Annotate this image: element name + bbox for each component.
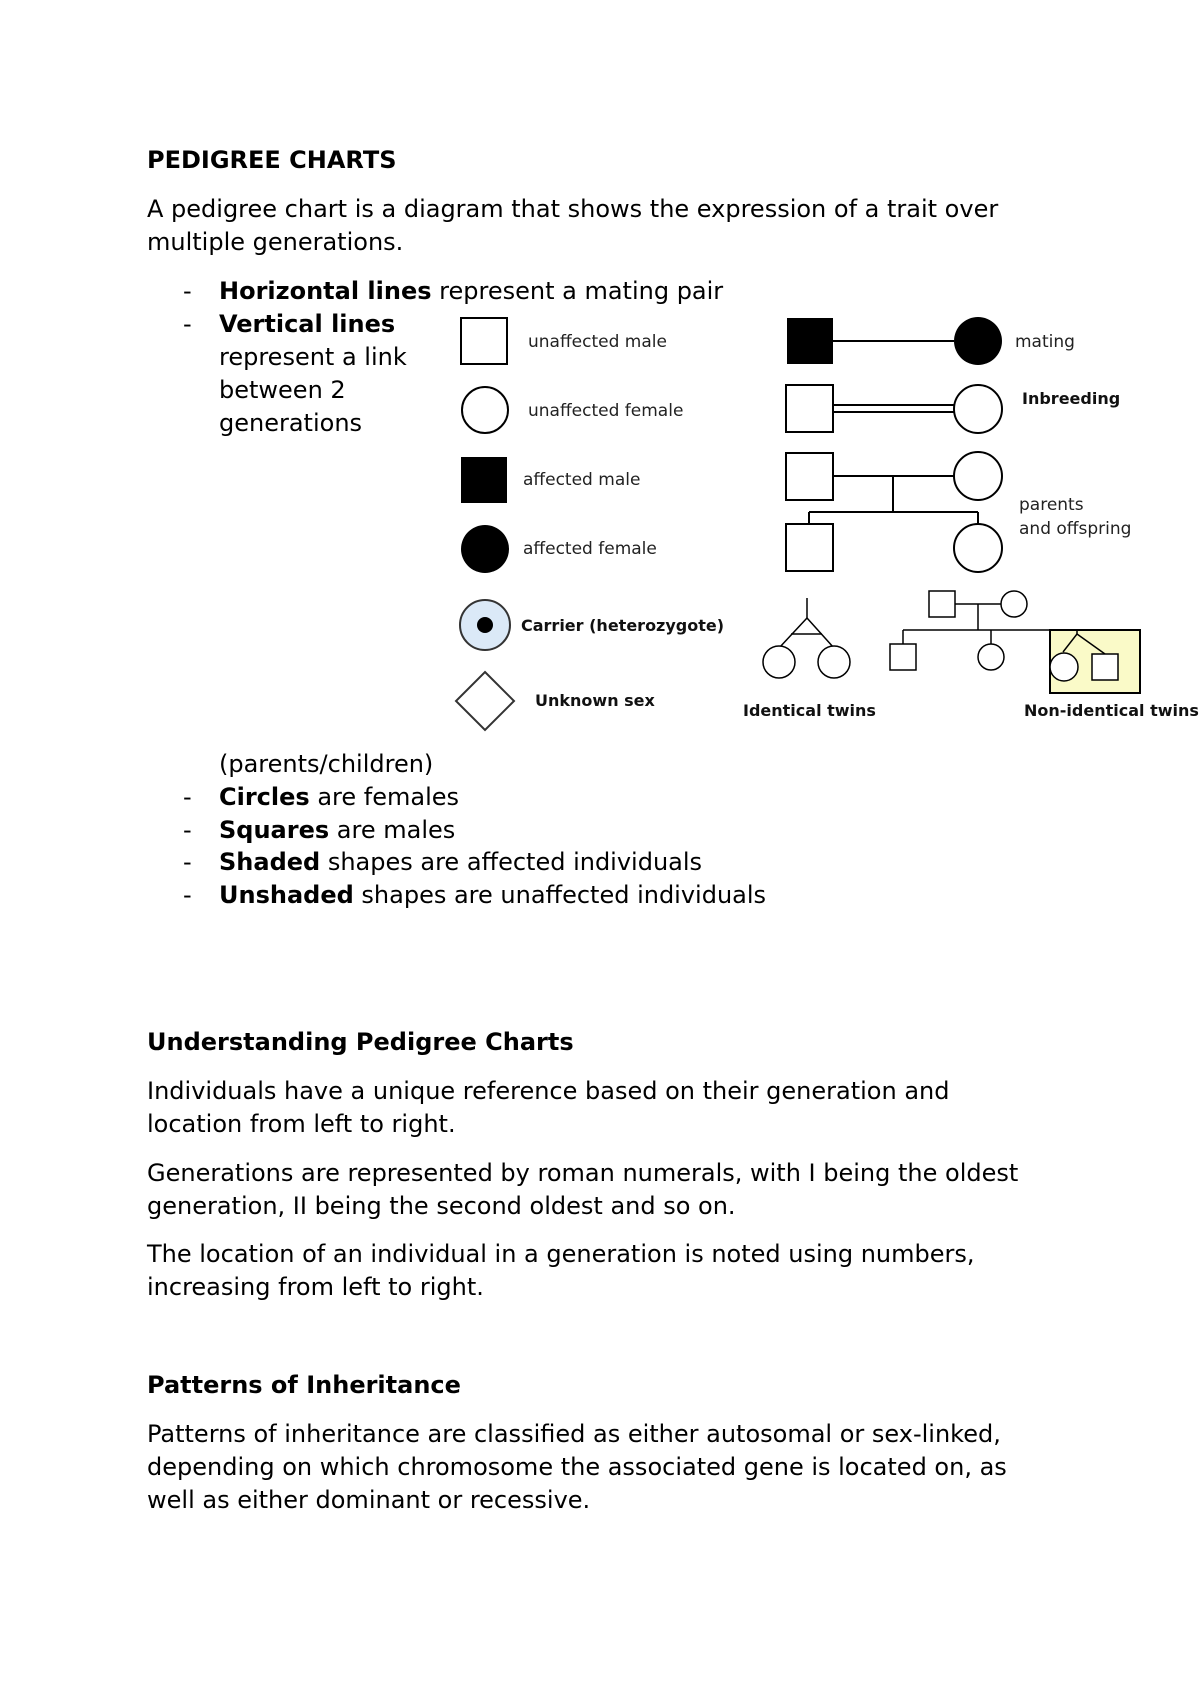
parent-female (954, 452, 1002, 500)
bullet-unshaded (219, 879, 919, 912)
label-and-offspring: and offspring (1019, 519, 1132, 539)
bullet-text: are females (309, 783, 460, 811)
non-identical-twin-male (1092, 654, 1118, 680)
pedigree-symbols-figure (440, 300, 1200, 740)
label-non-identical-twins: Non-identical twins (1024, 701, 1199, 720)
mating-female (954, 317, 1002, 365)
bullet-vertical-lines (219, 308, 419, 440)
page-title: PEDIGREE CHARTS (147, 146, 397, 174)
unaffected-female-symbol (462, 387, 508, 433)
bullet-text: represent a mating pair (431, 277, 724, 305)
bullet-dash: - (183, 783, 192, 811)
offspring-female (954, 524, 1002, 572)
nonid-child-female (978, 644, 1004, 670)
bullet-shaded (219, 846, 919, 879)
identical-twin-2 (818, 646, 850, 678)
bullet-circles (219, 781, 919, 814)
bullet-text: shapes are affected individuals (320, 848, 703, 876)
intro-paragraph: A pedigree chart is a diagram that shows the expression of a trait over multiple generations. (147, 195, 999, 256)
mating-male (787, 318, 833, 364)
bullet-dash: - (183, 310, 192, 338)
label-parents: parents (1019, 495, 1084, 515)
inbreeding-female (954, 385, 1002, 433)
understanding-paragraph-1: Individuals have a unique reference based on their generation and location from left to right. (147, 1077, 950, 1138)
legend-unaffected-female: unaffected female (528, 401, 684, 421)
twin-line-left (779, 618, 807, 648)
affected-male-symbol (461, 457, 507, 503)
bullet-dash: - (183, 848, 192, 876)
legend-affected-female: affected female (523, 539, 657, 559)
offspring-male (786, 524, 833, 571)
bullet-squares (219, 814, 919, 847)
patterns-paragraph: Patterns of inheritance are classified as either autosomal or sex-linked, depending on which chromosome the associated gene is located on, as well as either dominant or recessive. (147, 1420, 1007, 1514)
section-heading-understanding: Understanding Pedigree Charts (147, 1028, 574, 1056)
legend-affected-male: affected male (523, 470, 641, 490)
twin-line-right (807, 618, 834, 648)
understanding-paragraph-2: Generations are represented by roman numerals, with I being the oldest generation, II being the second oldest and so on. (147, 1159, 1019, 1220)
bullet-bold: Horizontal lines (219, 277, 432, 305)
nonid-child-male (890, 644, 916, 670)
bullet-text: shapes are unaffected individuals (353, 881, 767, 909)
bullet-text: are males (329, 816, 456, 844)
bullet-text: represent a link between 2 generations (219, 343, 407, 437)
nonid-parent-male (929, 591, 955, 617)
bullet-dash: - (183, 277, 192, 305)
bullet-bold: Unshaded (219, 881, 354, 909)
bullet-bold: Squares (219, 816, 330, 844)
inbreeding-male (786, 385, 833, 432)
bullet-dash: - (183, 816, 192, 844)
bullet-bold: Shaded (219, 848, 321, 876)
non-identical-twin-female (1050, 653, 1078, 681)
bullet-bold: Circles (219, 783, 310, 811)
affected-female-symbol (461, 525, 509, 573)
bullet-bold: Vertical lines (219, 310, 396, 338)
unknown-sex-symbol (456, 672, 514, 730)
section-heading-patterns: Patterns of Inheritance (147, 1371, 461, 1399)
carrier-dot (477, 617, 493, 633)
vertical-lines-continuation: (parents/children) (219, 750, 434, 778)
understanding-paragraph-3: The location of an individual in a generation is noted using numbers, increasing from left to right. (147, 1240, 975, 1301)
identical-twin-1 (763, 646, 795, 678)
legend-unaffected-male: unaffected male (528, 332, 667, 352)
nonid-parent-female (1001, 591, 1027, 617)
parent-male (786, 453, 833, 500)
legend-unknown-sex: Unknown sex (535, 691, 655, 710)
unaffected-male-symbol (461, 318, 507, 364)
label-mating: mating (1015, 332, 1075, 352)
label-inbreeding: Inbreeding (1022, 389, 1121, 408)
legend-carrier: Carrier (heterozygote) (521, 616, 725, 635)
label-identical-twins: Identical twins (743, 701, 876, 720)
bullet-dash: - (183, 881, 192, 909)
